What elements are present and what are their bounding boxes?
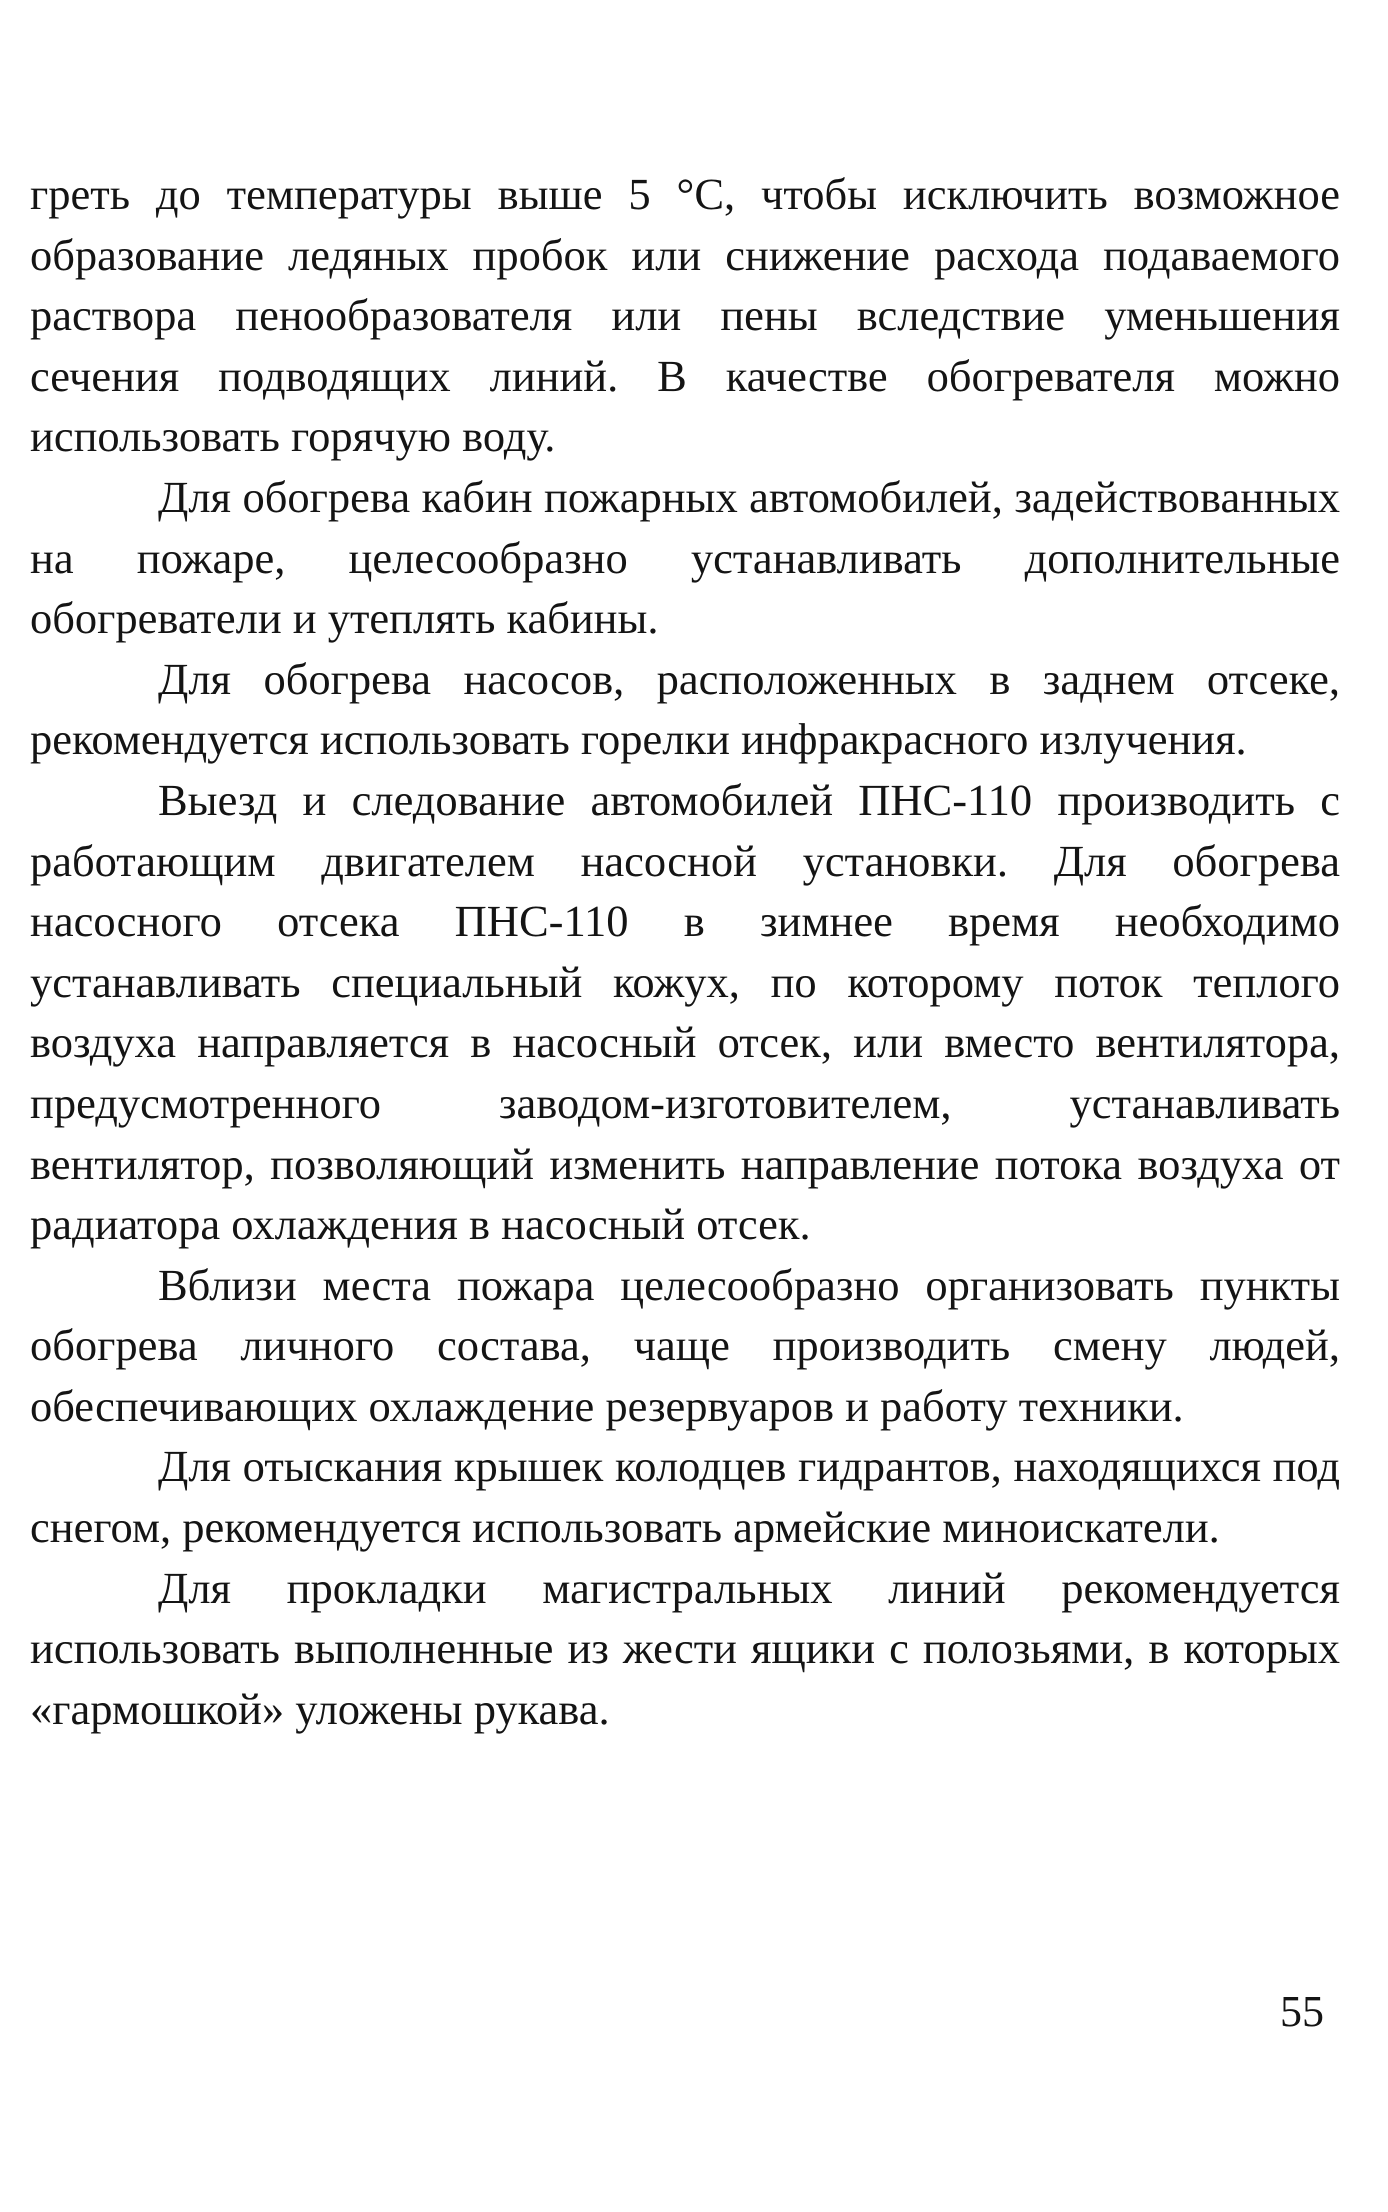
body-text [30, 164, 1340, 1739]
paragraph-5: Вблизи места пожара целесообразно организовать пункты обогрева личного состава, чаще производить смену людей, обеспечивающих охлаждение резервуаров и работу техники. [30, 1259, 1340, 1431]
page-number: 55 [1280, 1987, 1324, 2036]
paragraph-2: Для обогрева кабин пожарных автомобилей, задействованных на пожаре, целесообразно устанавливать дополнительные обогреватели и утеплять кабины. [30, 471, 1340, 644]
paragraph-4: Выезд и следование автомобилей ПНС-110 производить с работающим двигателем насосной установки. Для обогрева насосного отсека ПНС-110 в зимнее время необходимо устанавливать специальный кожух, по которому поток теплого воздуха направляется в насосный отсек, или вместо вентилятора, предусмотренного заводом-изготовителем, устанавливать вентилятор, позволяющий изменить направление потока воздуха от радиатора охлаждения в насосный отсек. [30, 774, 1340, 1250]
paragraph-6: Для отыскания крышек колодцев гидрантов, находящихся под снегом, рекомендуется использовать армейские миноискатели. [30, 1441, 1340, 1553]
paragraph-7: Для прокладки магистральных линий рекомендуется использовать выполненные из жести ящики с полозьями, в которых «гармошкой» уложены рукава. [30, 1562, 1340, 1734]
paragraph-3: Для обогрева насосов, расположенных в заднем отсеке, рекомендуется использовать горелки инфракрасного излучения. [30, 653, 1340, 765]
paragraph-1: греть до температуры выше 5 °С, чтобы исключить возможное образование ледяных пробок или снижение расхода подаваемого раствора пенообразователя или пены вследствие уменьшения сечения подводящих линий. В качестве обогревателя можно использовать горячую воду. [30, 169, 1340, 462]
